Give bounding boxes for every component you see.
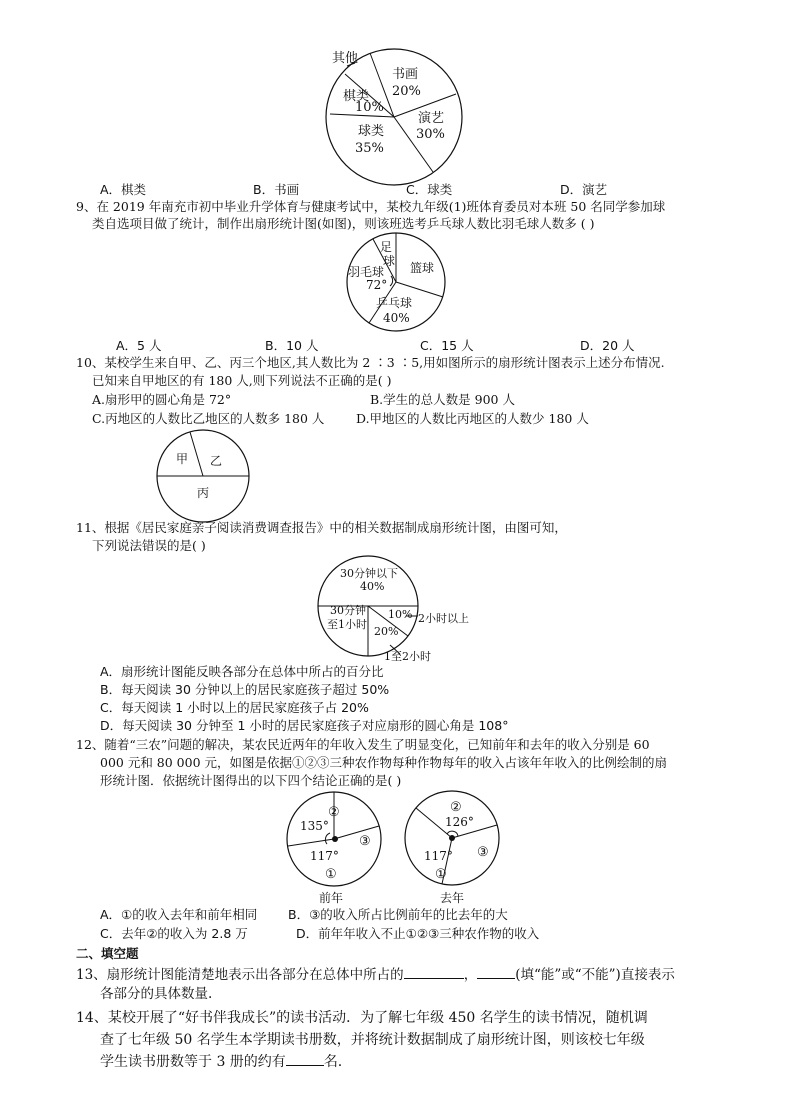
q8-label-chess: 棋类: [343, 89, 370, 104]
q9-option-a: A．5 人: [116, 338, 162, 353]
q14-stem-line3: [100, 1052, 342, 1072]
q8-option-a: A．棋类: [100, 182, 147, 197]
q14-blank[interactable]: [286, 1053, 324, 1066]
q10-option-a: A.扇形甲的圆心角是 72°: [92, 392, 232, 407]
q11-label-over2-pct: 10%: [388, 608, 413, 621]
q9-stem-line2: 类自选项目做了统计，制作出扇形统计图(如图)，则该班选考乒乓球人数比羽毛球人数多 ( ): [92, 216, 595, 231]
q14-stem-line2: 查了七年级 50 名学生本学期读书册数，并将统计数据制成了扇形统计图，则该校七年级: [100, 1032, 645, 1048]
q12-right-label-126: 126°: [445, 815, 474, 829]
q11-stem-line1: 11、根据《居民家庭亲子阅读消费调查报告》中的相关数据制成扇形统计图，由图可知，: [76, 520, 567, 535]
q14-text-pre: 学生读书册数等于 3 册的约有: [100, 1054, 286, 1070]
q13-blank-2[interactable]: [477, 966, 515, 979]
q12-right-label-3: ③: [477, 845, 489, 860]
q14-text-post: 名.: [323, 1054, 343, 1070]
q11-stem-line2: 下列说法错误的是( ): [92, 538, 206, 553]
q11-option-b: B．每天阅读 30 分钟以上的居民家庭孩子超过 50%: [100, 682, 390, 697]
q13-text-mid: ，: [463, 967, 478, 983]
q10-label-bing: 丙: [197, 486, 210, 500]
q12-left-label-2: ②: [328, 805, 340, 820]
q11-label-1to2: 1至2小时: [384, 650, 431, 663]
q12-stem-line2: 000 元和 80 000 元，如图是依据①②③三种农作物每种作物每年的收入占该年年收入的比例绘制的扇: [100, 755, 668, 770]
q12-option-a: A．①的收入去年和前年相同: [100, 907, 258, 922]
q11-label-over2: 2小时以上: [418, 612, 469, 625]
q8-label-perf: 演艺: [418, 111, 445, 126]
q10-option-b: B.学生的总人数是 900 人: [370, 392, 515, 407]
q8-label-art: 书画: [392, 67, 419, 82]
q9-label-football-2: 球: [383, 254, 396, 268]
q12-right-caption: 去年: [440, 891, 465, 905]
q8-label-chess-pct: 10%: [355, 100, 384, 115]
q12-right-label-2: ②: [450, 800, 462, 815]
q12-stem-line3: 形统计图．依据统计图得出的以下四个结论正确的是( ): [100, 773, 402, 788]
q12-right-label-117: 117°: [424, 849, 453, 863]
q13-stem-line2: 各部分的具体数量.: [100, 986, 213, 1002]
q8-option-c: C．球类: [406, 182, 453, 197]
q9-label-pingpong: 乒乓球: [376, 296, 413, 310]
q10-option-c: C.丙地区的人数比乙地区的人数多 180 人: [92, 411, 325, 426]
q9-label-football-1: 足: [380, 240, 393, 254]
q9-option-c: C．15 人: [420, 338, 474, 353]
q11-option-c: C．每天阅读 1 小时以上的居民家庭孩子占 20%: [100, 700, 369, 715]
q10-stem-line2: 已知来自甲地区的有 180 人,则下列说法不正确的是( ): [92, 373, 392, 388]
q11-label-30m-1: 30分钟: [330, 604, 366, 617]
q12-option-d: D．前年年收入不止①②③三种农作物的收入: [296, 926, 540, 941]
q13-stem-line1: [76, 966, 675, 984]
q14-stem-line1: 14、某校开展了“好书伴我成长”的读书活动．为了解七年级 450 名学生的读书情况，随机调: [76, 1010, 648, 1026]
q9-label-badminton-deg: 72°: [366, 278, 388, 292]
q9-option-b: B．10 人: [265, 338, 319, 353]
q8-label-other: 其他: [332, 51, 359, 66]
q12-left-caption: 前年: [319, 891, 344, 905]
q12-left-label-3: ③: [359, 834, 371, 849]
q9-label-badminton: 羽毛球: [348, 265, 385, 279]
q9-label-basketball: 篮球: [410, 261, 435, 275]
q12-left-angle-arc: [325, 833, 330, 844]
q10-option-d: D.甲地区的人数比丙地区的人数少 180 人: [356, 411, 589, 426]
q12-left-divider: [288, 839, 334, 846]
q12-right-label-1: ①: [435, 867, 447, 882]
q13-text-post: (填“能”或“不能”)直接表示: [515, 967, 675, 983]
q12-left-label-135: 135°: [300, 819, 329, 833]
q12-left-label-117: 117°: [310, 849, 339, 863]
q11-label-under30-pct: 40%: [360, 580, 385, 593]
q11-label-30m-2: 至1小时: [327, 618, 367, 631]
q11-option-d: D．每天阅读 30 分钟至 1 小时的居民家庭孩子对应扇形的圆心角是 108°: [100, 718, 509, 733]
q12-option-c: C．去年②的收入为 2.8 万: [100, 926, 248, 941]
q12-option-b: B．③的收入所占比例前年的比去年的大: [288, 907, 508, 922]
q11-label-under30: 30分钟以下: [340, 567, 398, 580]
q12-right-center-mark: [449, 835, 455, 841]
q11-option-a: A．扇形统计图能反映各部分在总体中所占的百分比: [100, 664, 384, 679]
q12-left-center-mark: [332, 836, 338, 842]
q12-stem-line1: 12、随着“三农”问题的解决，某农民近两年的年收入发生了明显变化，已知前年和去年的收入分别是 60: [76, 737, 650, 752]
q8-label-ball: 球类: [358, 124, 385, 139]
q10-stem-line1: 10、某校学生来自甲、乙、丙三个地区,其人数比为 2 ∶3 ∶5,用如图所示的扇形统计图表示上述分布情况.: [76, 355, 665, 370]
q9-stem-line1: 9、在 2019 年南充市初中毕业升学体育与健康考试中，某校九年级(1)班体育委员对本班 50 名同学参加球: [76, 199, 666, 214]
q10-label-yi: 乙: [210, 454, 223, 468]
q13-text-pre: 13、扇形统计图能清楚地表示出各部分在总体中所占的: [76, 967, 404, 983]
q12-left-label-1: ①: [325, 867, 337, 882]
q13-blank-1[interactable]: [404, 966, 464, 979]
q8-option-d: D．演艺: [560, 182, 608, 197]
q8-label-perf-pct: 30%: [416, 127, 445, 142]
q9-label-pingpong-pct: 40%: [383, 311, 410, 325]
section-title-fill-blank: 二、填空题: [76, 946, 139, 961]
q8-label-art-pct: 20%: [392, 84, 421, 99]
q11-label-1to2-pct: 20%: [374, 625, 399, 638]
q10-label-jia: 甲: [176, 452, 189, 466]
q8-option-b: B．书画: [253, 182, 300, 197]
q12-left-divider: [334, 826, 379, 839]
q8-label-ball-pct: 35%: [355, 141, 384, 156]
q9-option-d: D．20 人: [580, 338, 635, 353]
